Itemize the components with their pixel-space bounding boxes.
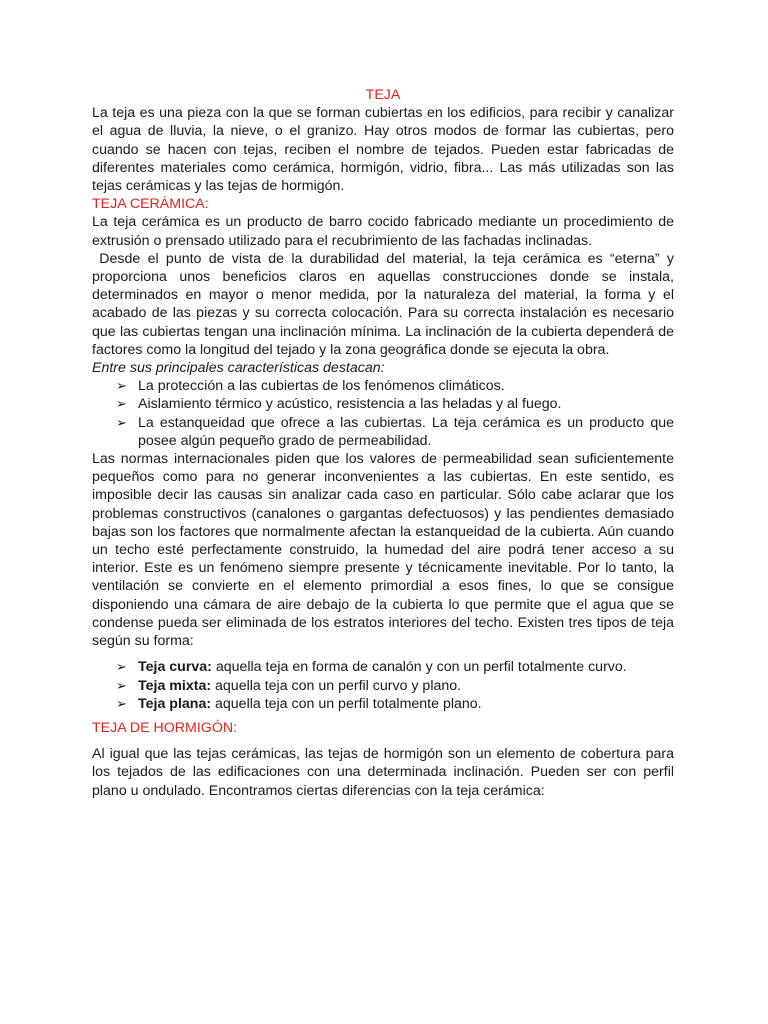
arrow-bullet-icon: ➢ (116, 414, 127, 430)
arrow-bullet-icon: ➢ (116, 659, 127, 675)
types-list (92, 658, 674, 713)
list-item (116, 658, 674, 676)
list-item (116, 677, 674, 695)
type-description: aquella teja con un perfil totalmente plano. (211, 695, 482, 712)
arrow-bullet-icon: ➢ (116, 695, 127, 711)
arrow-bullet-icon: ➢ (116, 378, 127, 394)
list-item (116, 695, 674, 713)
features-list (92, 377, 674, 450)
ceramica-paragraph-3: Las normas internacionales piden que los valores de permeabilidad sean suficientemente pequeños como para no generar inconvenientes a las cubiertas. En este sentido, es imposible decir las causas sin analizar cada caso en particular. Sólo cabe aclarar que los problemas constructivos (canalones o gargantas defectuosos) y las pendientes demasiado bajas son los factores que normalmente afectan la estanqueidad de la cubierta. Aún cuando un techo esté perfectamente construido, la humedad del aire podrá tener acceso a su interior. Este es un fenómeno siempre presente y técnicamente inevitable. Por lo tanto, la ventilación se convierte en el elemento primordial a esos fines, lo que se consigue disponiendo una cámara de aire debajo de la cubierta lo que permite que el agua que se condense pueda ser eliminada de los estratos interiores del techo. Existen tres tipos de teja según su forma: (92, 451, 674, 650)
section-heading-ceramica: TEJA CERÁMICA: (92, 196, 209, 213)
document-title: TEJA (365, 87, 401, 103)
ceramica-paragraph-1: La teja cerámica es un producto de barro cocido fabricado mediante un procedimiento de extrusión o prensado utilizado para el recubrimiento de las fachadas inclinadas. (92, 214, 674, 249)
spacer (92, 737, 674, 745)
intro-paragraph: La teja es una pieza con la que se forman cubiertas en los edificios, para recibir y canalizar el agua de lluvia, la nieve, o el granizo. Hay otros modos de formar las cubiertas, pero cuando se hacen con tejas, reciben el nombre de tejados. Pueden estar fabricadas de diferentes materiales como cerámica, hormigón, vidrio, fibra... Las más utilizadas son las tejas cerámicas y las tejas de hormigón. (92, 105, 674, 195)
arrow-bullet-icon: ➢ (116, 396, 127, 412)
type-description: aquella teja en forma de canalón y con un perfil totalmente curvo. (211, 659, 627, 676)
arrow-bullet-icon: ➢ (116, 677, 127, 693)
list-item (116, 395, 674, 413)
hormigon-paragraph-1: Al igual que las tejas cerámicas, las tejas de hormigón son un elemento de cobertura para los tejados de las edificaciones con una determinada inclinación. Pueden ser con perfil plano u ondulado. Encontramos ciertas diferencias con la teja cerámica: (92, 746, 674, 799)
features-intro: Entre sus principales características destacan: (92, 360, 385, 377)
feature-text: La protección a las cubiertas de los fenómenos climáticos. (138, 378, 505, 395)
section-heading-hormigon: TEJA DE HORMIGÓN: (92, 719, 238, 736)
type-term: Teja plana: (138, 695, 212, 712)
ceramica-paragraph-2: Desde el punto de vista de la durabilidad del material, la teja cerámica es “eterna” y proporciona unos beneficios claros en aquellas construcciones donde se instala, determinados en mayor o menor medida, por la naturaleza del material, la forma y el acabado de las piezas y su correcta colocación. Para su correcta instalación es necesario que las cubiertas tengan una inclinación mínima. La inclinación de la cubierta dependerá de factores como la longitud del tejado y la zona geográfica donde se ejecuta la obra. (92, 250, 678, 358)
list-item (116, 377, 674, 395)
feature-text: Aislamiento térmico y acústico, resistencia a las heladas y al fuego. (138, 396, 562, 413)
type-description: aquella teja con un perfil curvo y plano. (211, 677, 462, 694)
list-item (116, 414, 674, 450)
feature-text: La estanqueidad que ofrece a las cubiertas. La teja cerámica es un producto que posee algún pequeño grado de permeabilidad. (138, 414, 674, 449)
spacer (92, 650, 674, 658)
type-term: Teja curva: (138, 659, 212, 676)
type-term: Teja mixta: (138, 677, 212, 694)
document-page (92, 86, 678, 800)
